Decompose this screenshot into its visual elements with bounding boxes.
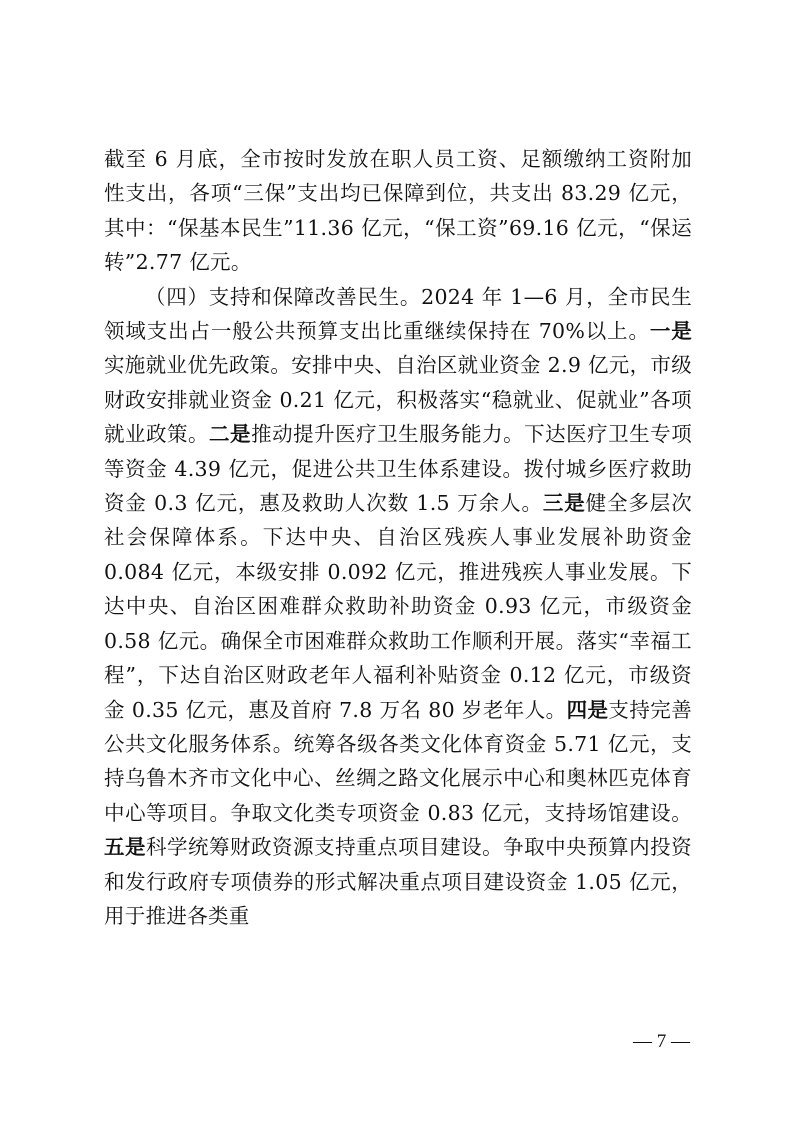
- point-2-label: 二是: [209, 422, 252, 447]
- paragraph-1: [104, 142, 692, 280]
- point-1-label: 一是: [649, 319, 692, 344]
- section-heading: （四）支持和保障改善民生。: [145, 284, 422, 309]
- page-number: — 7 —: [633, 1031, 690, 1052]
- paragraph-2: [104, 280, 692, 934]
- point-3-label: 三是: [542, 491, 586, 516]
- point-4-label: 四是: [566, 697, 609, 722]
- point-4-text: 支持完善公共文化服务体系。统筹各级各类文化体育资金 5.71 亿元，支持乌鲁木齐市文化中心、丝绸之路文化展示中心和奥林匹克体育中心等项目。争取文化类专项资金 0.83 亿元，支持场馆建设。: [104, 697, 692, 825]
- point-2-text: 推动提升医疗卫生服务能力。下达医疗卫生专项等资金 4.39 亿元，促进公共卫生体系建设。拨付城乡医疗救助资金 0.3 亿元，惠及救助人次数 1.5 万余人。: [104, 422, 692, 516]
- paragraph-1-text: 截至 6 月底，全市按时发放在职人员工资、足额缴纳工资附加性支出，各项“三保”支出均已保障到位，共支出 83.29 亿元，其中：“保基本民生”11.36 亿元，“保工资”69.16 亿元，“保运转”2.77 亿元。: [104, 147, 692, 275]
- body-text: [104, 142, 692, 933]
- point-1-text: 实施就业优先政策。安排中央、自治区就业资金 2.9 亿元，市级财政安排就业资金 0.21 亿元，积极落实“稳就业、促就业”各项就业政策。: [104, 353, 692, 447]
- point-3-text: 健全多层次社会保障体系。下达中央、自治区残疾人事业发展补助资金 0.084 亿元，本级安排 0.092 亿元，推进残疾人事业发展。下达中央、自治区困难群众救助补助资金 0.93 亿元，市级资金 0.58 亿元。确保全市困难群众救助工作顺利开展。落实“幸福工程”，下达自治区财政老年人福利补贴资金 0.12 亿元，市级资金 0.35 亿元，惠及首府 7.8 万名 80 岁老年人。: [104, 491, 692, 722]
- paragraph-2-intro: 2024 年 1—6 月，全市民生领域支出占一般公共预算支出比重继续保持在 70%以上。: [104, 284, 692, 344]
- point-5-label: 五是: [104, 835, 147, 860]
- point-5-text: 科学统筹财政资源支持重点项目建设。争取中央预算内投资和发行政府专项债券的形式解决重点项目建设资金 1.05 亿元，用于推进各类重: [104, 835, 692, 928]
